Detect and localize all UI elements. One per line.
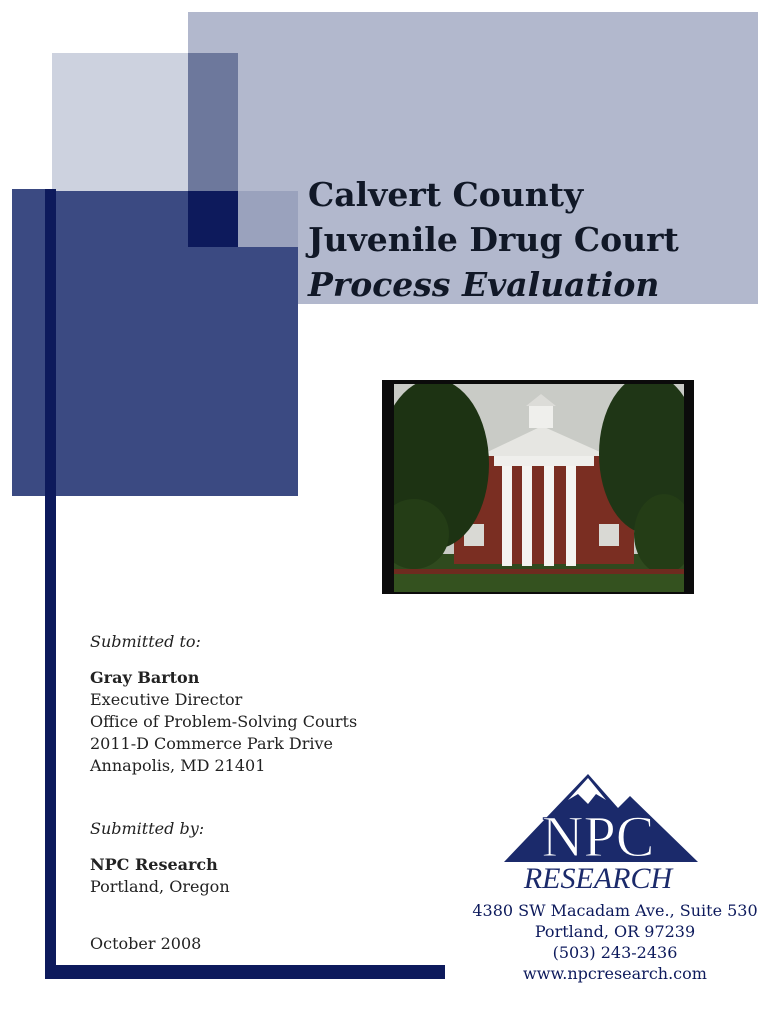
contact-address: 4380 SW Macadam Ave., Suite 530 [472,901,758,920]
decor-rule-horizontal [45,965,445,979]
submitter-line: Portland, Oregon [90,877,230,896]
report-title [308,172,758,307]
title-line-3: Process Evaluation [308,265,660,304]
contact-website[interactable]: www.npcresearch.com [523,964,707,983]
contact-block [460,900,770,984]
decor-block-dark [188,191,238,247]
report-date: October 2008 [90,934,202,953]
submitted-to-block [90,631,357,777]
contact-phone: (503) 243-2436 [552,943,678,962]
recipient-line: Office of Problem-Solving Courts [90,712,358,731]
recipient-name: Gray Barton [90,668,200,687]
contact-city: Portland, OR 97239 [534,922,696,941]
courthouse-photo [382,380,694,594]
title-line-2: Juvenile Drug Court [308,220,679,259]
recipient-line: Executive Director [90,690,243,709]
title-line-1: Calvert County [308,175,584,214]
recipient-line: 2011-D Commerce Park Drive [90,734,334,753]
courthouse-photo-icon [394,384,684,592]
submitter-name: NPC Research [90,855,218,874]
logo-mark: NPC [541,804,655,869]
submitted-by-block [90,818,230,898]
decor-block-blue-strip [56,191,188,247]
submitted-to-label: Submitted to: [90,632,201,651]
logo-word: RESEARCH [523,862,673,895]
submitted-by-label: Submitted by: [90,819,205,838]
decor-block-mid [188,53,238,191]
decor-rule-vertical [45,189,56,979]
npc-research-logo-icon [498,770,704,898]
decor-block-blue-left [12,189,45,496]
decor-block-blue-main [56,247,298,496]
recipient-line: Annapolis, MD 21401 [90,756,266,775]
